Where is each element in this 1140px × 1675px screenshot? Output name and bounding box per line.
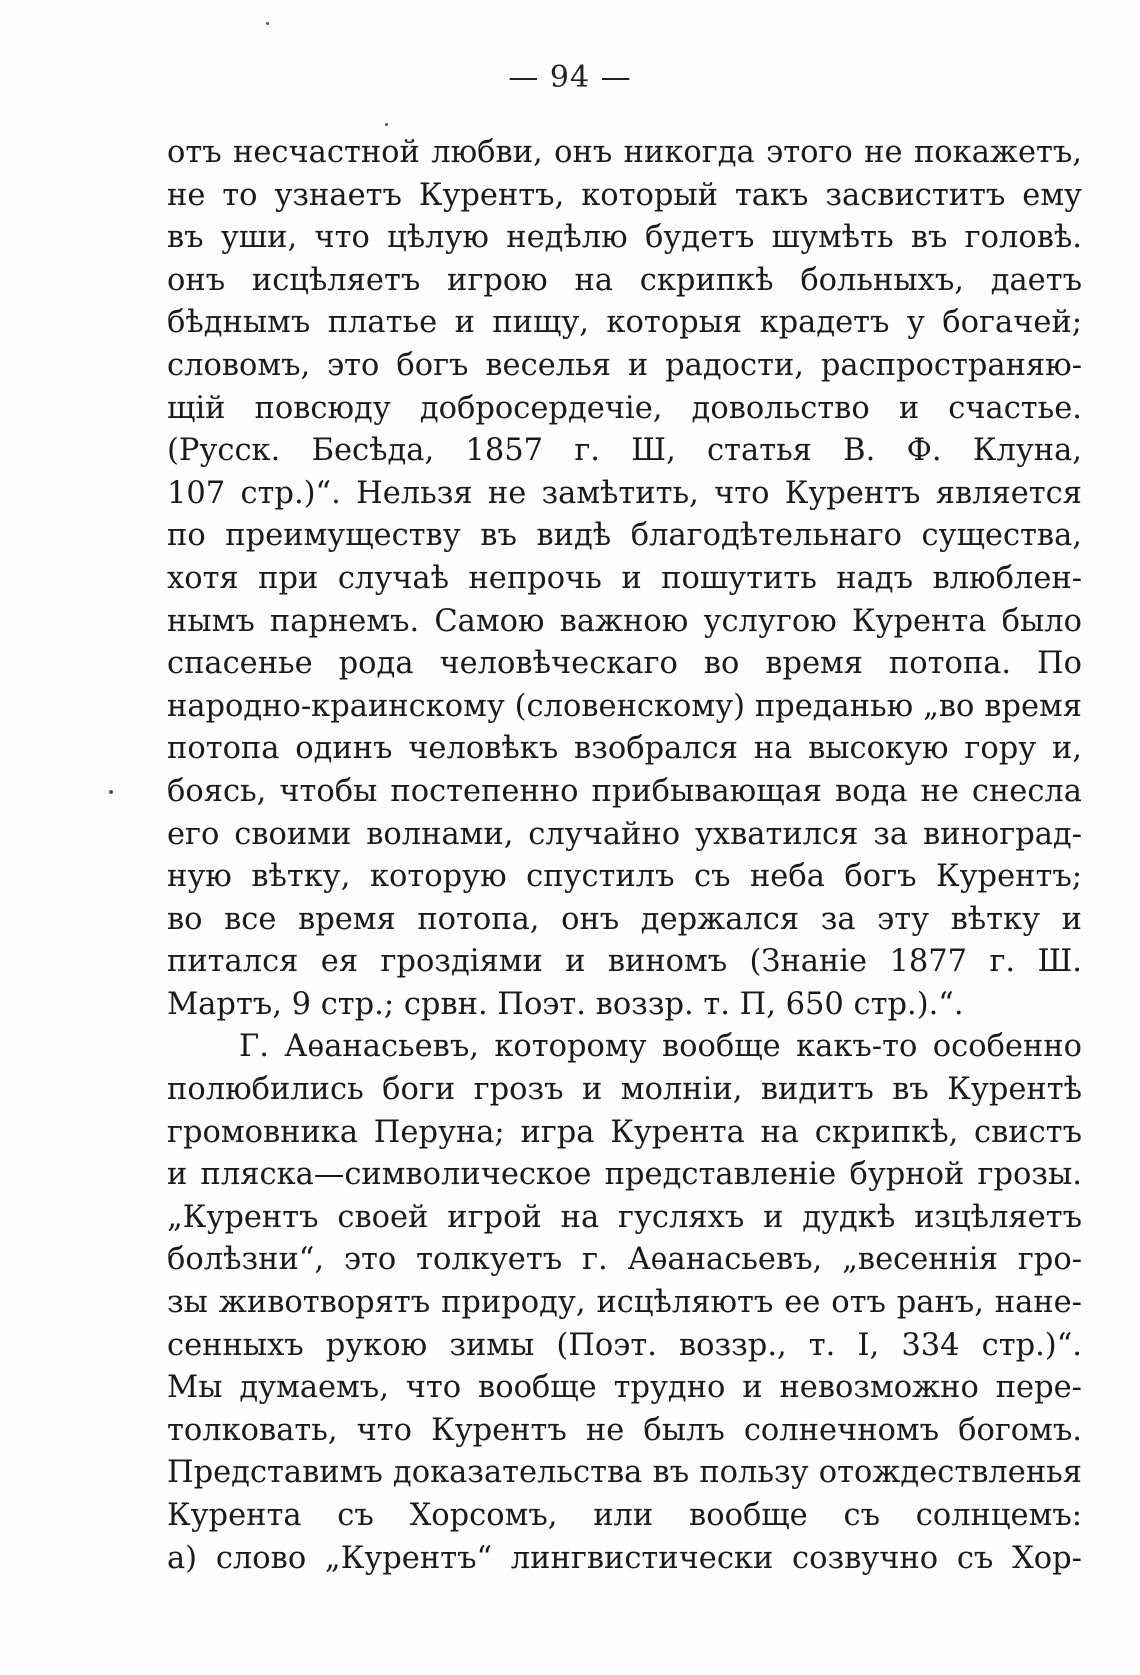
text-line: 107 стр.)“. Нельзя не замѣтить, что Курентъ является <box>167 475 1082 511</box>
text-line: народно-краинскому (словенскому) преданью „во время <box>167 688 1082 724</box>
print-speck <box>385 123 388 126</box>
text-line: отъ несчастной любви, онъ никогда этого не покажетъ, <box>167 135 1082 170</box>
text-line: громовника Перуна; игра Курента на скрипкѣ, свистъ <box>167 1114 1082 1150</box>
page-number: — 94 — <box>508 60 632 95</box>
body-text <box>167 132 1082 1580</box>
text-line: толковать, что Курентъ не былъ солнечномъ богомъ. <box>167 1412 1082 1448</box>
text-line: боясь, чтобы постепенно прибывающая вода не снесла <box>167 773 1082 809</box>
text-line: а) слово „Курентъ“ лингвистически созвучно съ Хор- <box>167 1540 1082 1576</box>
text-line: Мы думаемъ, что вообще трудно и невозможно пере- <box>167 1370 1082 1406</box>
text-line: по преимуществу въ видѣ благодѣтельнаго существа, <box>167 518 1082 554</box>
print-speck <box>109 790 113 794</box>
text-line: во все время потопа, онъ держался за эту вѣтку и <box>167 901 1082 937</box>
text-line: сенныхъ рукою зимы (Поэт. воззр., т. I, 334 стр.)“. <box>167 1327 1082 1363</box>
text-line: его своими волнами, случайно ухватился за виноград- <box>167 816 1082 852</box>
text-line: потопа одинъ человѣкъ взобрался на высокую гору и, <box>167 731 1082 767</box>
text-line: Представимъ доказательства въ пользу отождествленья <box>167 1455 1082 1491</box>
text-line: Мартъ, 9 стр.; срвн. Поэт. воззр. т. П, 650 стр.).“. <box>167 986 964 1022</box>
text-line: (Русск. Бесѣда, 1857 г. Ш, статья В. Ф. Клуна, <box>167 433 1082 469</box>
text-line: и пляска—символическое представленіе бурной грозы. <box>167 1157 1082 1193</box>
text-line: спасенье рода человѣческаго во время потопа. По <box>167 646 1082 682</box>
text-line: щій повсюду добросердечіе, довольство и счастье. <box>167 390 1082 426</box>
text-line: нымъ парнемъ. Самою важною услугою Курента было <box>167 603 1082 639</box>
text-line: не то узнаетъ Курентъ, который такъ засвиститъ ему <box>167 177 1082 213</box>
text-line: питался ея гроздіями и виномъ (Знаніе 1877 г. Ш. <box>167 944 1082 980</box>
text-line: словомъ, это богъ веселья и радости, распространяю- <box>167 347 1082 383</box>
text-line: въ уши, что цѣлую недѣлю будетъ шумѣть въ головѣ. <box>167 220 1082 256</box>
text-line: Курента съ Хорсомъ, или вообще съ солнцемъ: <box>167 1498 1082 1533</box>
text-line: ную вѣтку, которую спустилъ съ неба богъ Курентъ; <box>167 859 1082 895</box>
text-line: зы животворятъ природу, исцѣляютъ ее отъ ранъ, нане- <box>167 1285 1082 1321</box>
text-line: хотя при случаѣ непрочь и пошутить надъ влюблен- <box>167 560 1082 596</box>
text-line: онъ исцѣляетъ игрою на скрипкѣ больныхъ, даетъ <box>167 262 1082 298</box>
text-line: Г. Аѳанасьевъ, которому вообще какъ-то особенно <box>239 1029 1082 1065</box>
text-line: бѣднымъ платье и пищу, которыя крадетъ у богачей; <box>167 305 1082 341</box>
text-line: полюбились боги грозъ и молніи, видитъ въ Курентѣ <box>167 1072 1082 1108</box>
text-line: болѣзни“, это толкуетъ г. Аѳанасьевъ, „весеннія гро- <box>167 1242 1082 1278</box>
print-speck <box>266 22 269 25</box>
text-line: „Курентъ своей игрой на гусляхъ и дудкѣ изцѣляетъ <box>167 1199 1082 1235</box>
